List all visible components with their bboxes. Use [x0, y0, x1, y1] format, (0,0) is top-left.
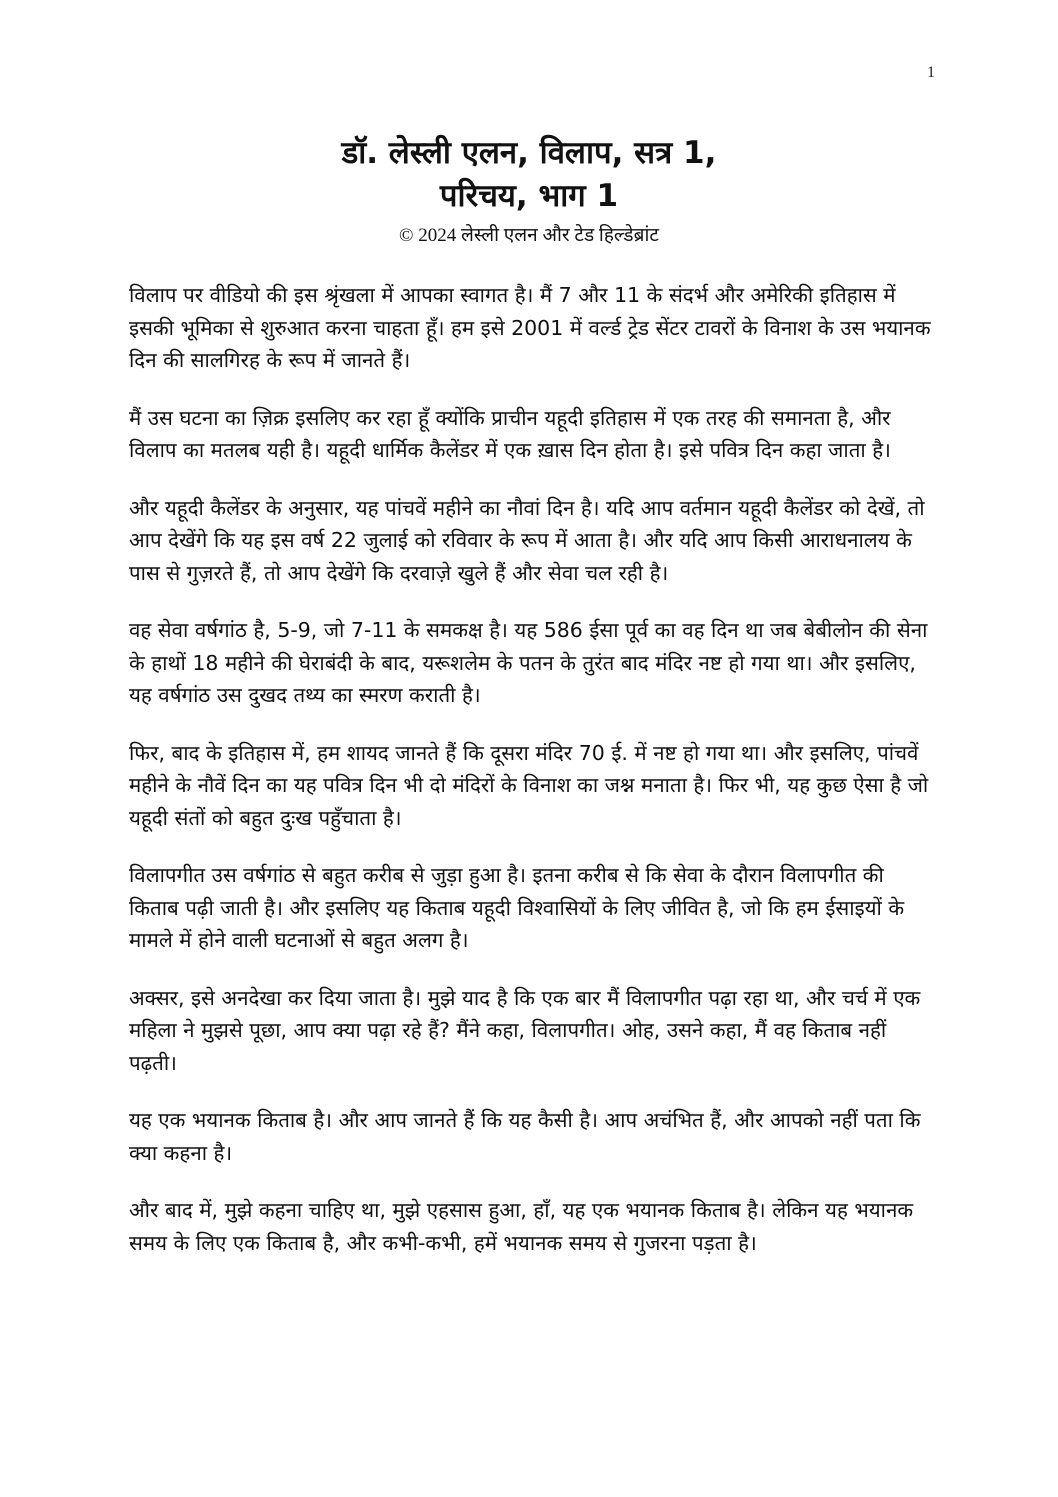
paragraph: अक्सर, इसे अनदेखा कर दिया जाता है। मुझे याद है कि एक बार मैं विलापगीत पढ़ा रहा था, और चर्च में एक महिला ने मुझसे पूछा, आप क्या पढ़ा रहे हैं? मैंने कहा, विलापगीत। ओह, उसने कहा, मैं वह किताब नहीं पढ़ती। [129, 985, 921, 1075]
title-block [0, 132, 1058, 248]
paragraph: यह एक भयानक किताब है। और आप जानते हैं कि यह कैसी है। आप अचंभित हैं, और आपको नहीं पता कि क्या कहना है। [129, 1108, 921, 1165]
paragraph: विलाप पर वीडियो की इस श्रृंखला में आपका स्वागत है। मैं 7 और 11 के संदर्भ और अमेरिकी इतिहास में इसकी भूमिका से शुरुआत करना चाहता हूँ। हम इसे 2001 में वर्ल्ड ट्रेड सेंटर टावरों के विनाश के उस भयानक दिन की सालगिरह के रूप में जानते हैं। [129, 283, 931, 372]
document-body [129, 279, 935, 1284]
paragraph: और बाद में, मुझे कहना चाहिए था, मुझे एहसास हुआ, हाँ, यह एक भयानक किताब है। लेकिन यह भयानक समय के लिए एक किताब है, और कभी-कभी, हमें भयानक समय से गुजरना पड़ता है। [129, 1198, 914, 1255]
page-title-line-2: परिचय, भाग 1 [439, 178, 619, 214]
paragraph: फिर, बाद के इतिहास में, हम शायद जानते हैं कि दूसरा मंदिर 70 ई. में नष्ट हो गया था। और इसलिए, पांचवें महीने के नौवें दिन का यह पवित्र दिन भी दो मंदिरों के विनाश का जश्न मनाता है। फिर भी, यह कुछ ऐसा है जो यहूदी संतों को बहुत दुःख पहुँचाता है। [129, 740, 929, 830]
paragraph: मैं उस घटना का ज़िक्र इसलिए कर रहा हूँ क्योंकि प्राचीन यहूदी इतिहास में एक तरह की समानता है, और विलाप का मतलब यही है। यहूदी धार्मिक कैलेंडर में एक ख़ास दिन होता है। इसे पवित्र दिन कहा जाता है। [129, 405, 891, 462]
page-title-line-1: डॉ. लेस्ली एलन, विलाप, सत्र 1, [341, 135, 717, 171]
paragraph: विलापगीत उस वर्षगांठ से बहुत करीब से जुड़ा हुआ है। इतना करीब से कि सेवा के दौरान विलापगीत की किताब पढ़ी जाती है। और इसलिए यह किताब यहूदी विश्वासियों के लिए जीवित है, जो कि हम ईसाइयों के मामले में होने वाली घटनाओं से बहुत अलग है। [129, 863, 905, 952]
page-number: 1 [927, 64, 935, 81]
paragraph: और यहूदी कैलेंडर के अनुसार, यह पांचवें महीने का नौवां दिन है। यदि आप वर्तमान यहूदी कैलेंडर को देखें, तो आप देखेंगे कि यह इस वर्ष 22 जुलाई को रविवार के रूप में आता है। और यदि आप किसी आराधनालय के पास से गुज़रते हैं, तो आप देखेंगे कि दरवाज़े खुले हैं और सेवा चल रही है। [129, 495, 925, 585]
paragraph: वह सेवा वर्षगांठ है, 5-9, जो 7-11 के समकक्ष है। यह 586 ईसा पूर्व का वह दिन था जब बेबीलोन की सेना के हाथों 18 महीने की घेराबंदी के बाद, यरूशलेम के पतन के तुरंत बाद मंदिर नष्ट हो गया था। और इसलिए, यह वर्षगांठ उस दुखद तथ्य का स्मरण कराती है। [129, 618, 928, 707]
copyright-notice: © 2024 लेस्ली एलन और टेड हिल्डेब्रांट [399, 225, 659, 246]
